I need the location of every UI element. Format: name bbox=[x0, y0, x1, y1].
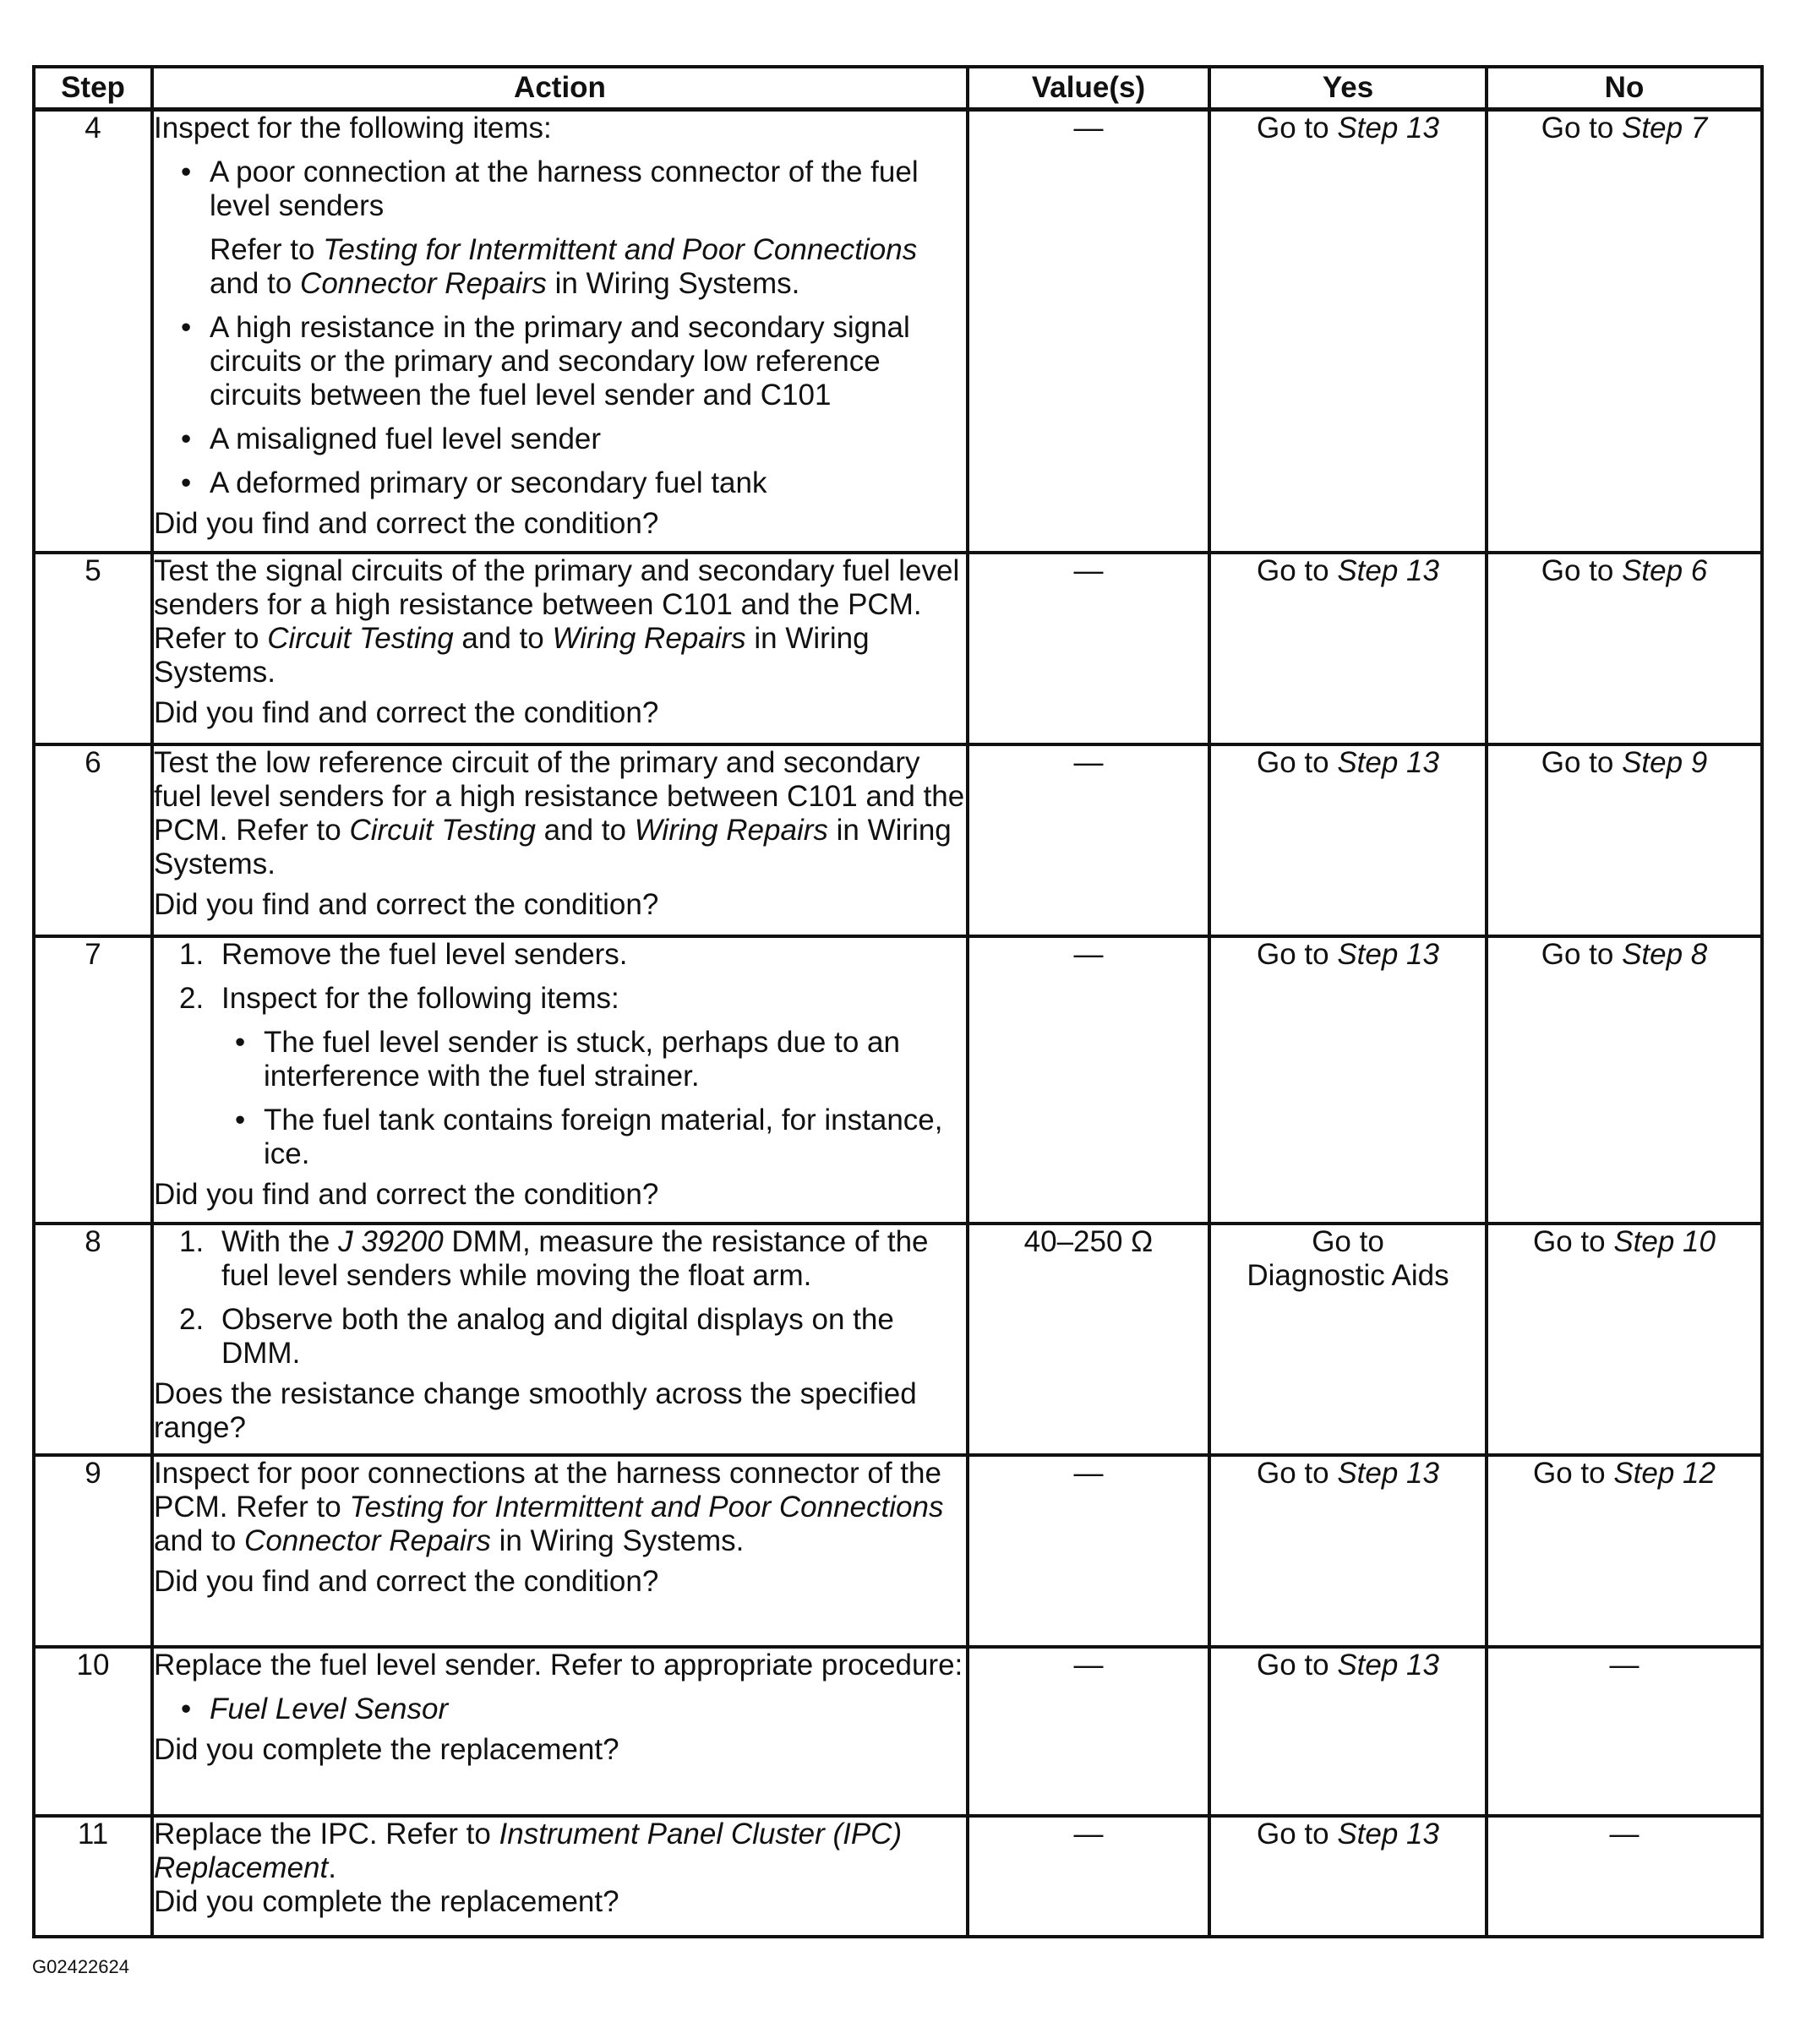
no-cell: Go to Step 8 bbox=[1487, 936, 1762, 1224]
header-values: Value(s) bbox=[968, 67, 1209, 110]
header-action: Action bbox=[152, 67, 968, 110]
yes-cell: Go to Step 13 bbox=[1209, 1647, 1487, 1816]
no-cell: Go to Step 10 bbox=[1487, 1224, 1762, 1455]
step-number: 6 bbox=[34, 744, 152, 936]
no-cell: Go to Step 9 bbox=[1487, 744, 1762, 936]
value-cell: — bbox=[968, 110, 1209, 553]
bullet-item: • A deformed primary or secondary fuel tank bbox=[154, 466, 966, 500]
value-cell: 40–250 Ω bbox=[968, 1224, 1209, 1455]
value-cell: — bbox=[968, 553, 1209, 744]
step-number: 9 bbox=[34, 1455, 152, 1647]
value-cell: — bbox=[968, 1816, 1209, 1937]
question-text: Did you find and correct the condition? bbox=[154, 1177, 659, 1211]
yes-cell: Go to Step 13 bbox=[1209, 936, 1487, 1224]
question-text: Did you find and correct the condition? bbox=[154, 1564, 659, 1598]
numbered-item: 2. Observe both the analog and digital displays on the DMM. bbox=[179, 1302, 894, 1370]
step-number: 10 bbox=[34, 1647, 152, 1816]
action-text: Replace the fuel level sender. Refer to appropriate procedure: bbox=[154, 1648, 963, 1682]
action-cell bbox=[152, 1816, 968, 1937]
step-number: 11 bbox=[34, 1816, 152, 1937]
yes-cell: Go to Step 13 bbox=[1209, 110, 1487, 553]
header-no: No bbox=[1487, 67, 1762, 110]
action-cell bbox=[152, 1224, 968, 1455]
header-yes: Yes bbox=[1209, 67, 1487, 110]
yes-cell: Go to Step 13 bbox=[1209, 744, 1487, 936]
yes-cell: Go to Step 13 bbox=[1209, 1816, 1487, 1937]
table-row bbox=[34, 744, 1762, 936]
header-row bbox=[34, 67, 1762, 110]
question-text: Did you find and correct the condition? bbox=[154, 695, 659, 729]
bullet-item: • Fuel Level Sensor bbox=[154, 1692, 966, 1726]
table-row bbox=[34, 1816, 1762, 1937]
bullet-item: • The fuel level sender is stuck, perhaps due to an interference with the fuel strainer. bbox=[154, 1026, 966, 1093]
action-cell bbox=[152, 1455, 968, 1647]
action-cell bbox=[152, 744, 968, 936]
bullet-item: • A poor connection at the harness connector of the fuel level senders bbox=[154, 155, 966, 223]
yes-cell: Go to Diagnostic Aids bbox=[1209, 1224, 1487, 1455]
step-number: 8 bbox=[34, 1224, 152, 1455]
question-text: Did you find and correct the condition? bbox=[154, 887, 659, 921]
action-cell bbox=[152, 553, 968, 744]
bullet-item: • A misaligned fuel level sender bbox=[154, 422, 966, 456]
action-cell bbox=[152, 936, 968, 1224]
no-cell: Go to Step 7 bbox=[1487, 110, 1762, 553]
action-text: Inspect for poor connections at the harness connector of the PCM. Refer to Testing for Intermittent and Poor Connections and to Connector Repairs in Wiring Systems. bbox=[154, 1456, 944, 1557]
table-row bbox=[34, 110, 1762, 553]
yes-cell: Go to Step 13 bbox=[1209, 553, 1487, 744]
table-row bbox=[34, 936, 1762, 1224]
question-text: Did you find and correct the condition? bbox=[154, 507, 659, 540]
question-text: Did you complete the replacement? bbox=[154, 1732, 619, 1766]
yes-cell: Go to Step 13 bbox=[1209, 1455, 1487, 1647]
question-text: Did you complete the replacement? bbox=[154, 1884, 619, 1918]
numbered-item: 1. Remove the fuel level senders. bbox=[179, 937, 628, 971]
action-cell bbox=[152, 1647, 968, 1816]
table-row bbox=[34, 1647, 1762, 1816]
numbered-item: 1. With the J 39200 DMM, measure the resistance of the fuel level senders while moving the float arm. bbox=[179, 1224, 929, 1292]
step-number: 7 bbox=[34, 936, 152, 1224]
question-text: Does the resistance change smoothly across the specified range? bbox=[154, 1376, 917, 1444]
value-cell: — bbox=[968, 1647, 1209, 1816]
no-cell: — bbox=[1487, 1647, 1762, 1816]
action-text: Test the low reference circuit of the primary and secondary fuel level senders for a high resistance between C101 and the PCM. Refer to Circuit Testing and to Wiring Repairs in Wiring Systems. bbox=[154, 745, 965, 880]
bullet-item: • The fuel tank contains foreign material, for instance, ice. bbox=[154, 1104, 966, 1171]
value-cell: — bbox=[968, 1455, 1209, 1647]
diagnostic-table bbox=[32, 65, 1764, 1938]
value-cell: — bbox=[968, 936, 1209, 1224]
action-text: Test the signal circuits of the primary and secondary fuel level senders for a high resistance between C101 and the PCM. Refer to Circuit Testing and to Wiring Repairs in Wiring Systems. bbox=[154, 553, 960, 689]
action-text: Replace the IPC. Refer to Instrument Panel Cluster (IPC) Replacement. bbox=[154, 1817, 903, 1884]
step-number: 4 bbox=[34, 110, 152, 553]
table-row bbox=[34, 1224, 1762, 1455]
action-text: Inspect for the following items: bbox=[154, 112, 552, 144]
value-cell: — bbox=[968, 744, 1209, 936]
no-cell: Go to Step 6 bbox=[1487, 553, 1762, 744]
table-row bbox=[34, 553, 1762, 744]
reference-text: Refer to Testing for Intermittent and Poor Connections and to Connector Repairs in Wiring Systems. bbox=[210, 233, 918, 300]
no-cell: — bbox=[1487, 1816, 1762, 1937]
table-row bbox=[34, 1455, 1762, 1647]
graphic-id: G02422624 bbox=[32, 1956, 129, 1977]
step-number: 5 bbox=[34, 553, 152, 744]
action-cell bbox=[152, 110, 968, 553]
header-step: Step bbox=[34, 67, 152, 110]
numbered-item: 2. Inspect for the following items: bbox=[179, 981, 619, 1015]
no-cell: Go to Step 12 bbox=[1487, 1455, 1762, 1647]
bullet-item: • A high resistance in the primary and secondary signal circuits or the primary and secondary low reference circuits between the fuel level sender and C101 bbox=[154, 311, 966, 412]
